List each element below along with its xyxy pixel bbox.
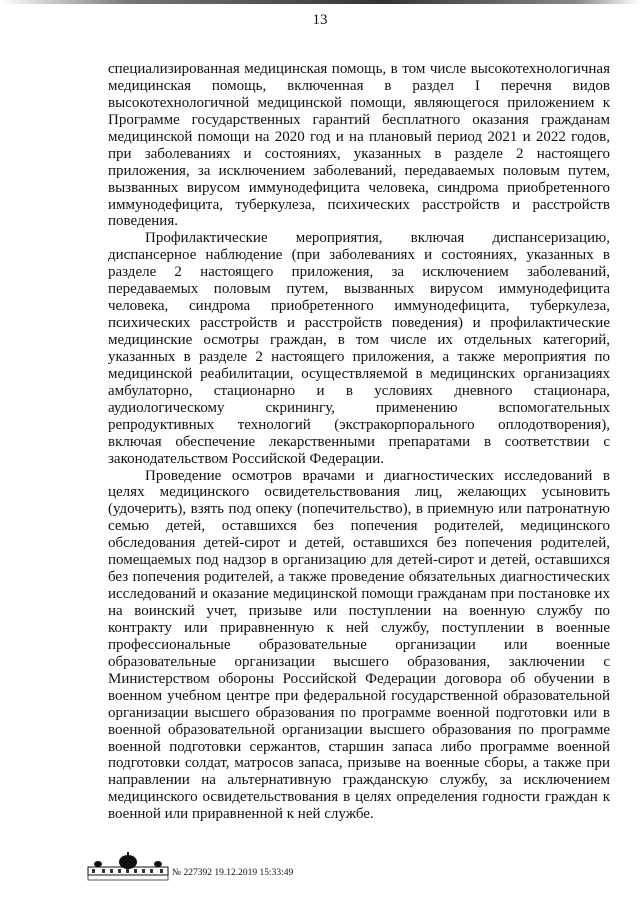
text-line: репродуктивных технологий (экстракорпорального оплодотворения), xyxy=(108,416,610,433)
text-line: Проведение осмотров врачами и диагностических исследований в xyxy=(145,467,610,484)
text-line: диспансерное наблюдение (при заболеваниях и состояниях, указанных в xyxy=(108,247,610,264)
text-line: (удочерить), взять под опеку (попечительство), в приемную или патронатную xyxy=(108,501,610,518)
text-line: Министерством обороны Российской Федерации договора об обучении в xyxy=(108,670,610,687)
text-line: высокотехнологичной медицинской помощи, являющегося приложением к xyxy=(108,94,610,111)
page-number: 13 xyxy=(312,12,328,28)
text-line: аудиологическому скринингу, применению вспомогательных xyxy=(108,399,610,416)
text-line: медицинская помощь, включенная в раздел I перечня видов xyxy=(108,77,610,94)
text-line: профессиональные образовательные организации или военные xyxy=(108,636,610,653)
text-line: организации высшего образования по программе военной подготовки или в xyxy=(108,704,610,721)
text-line: амбулаторно, стационарно и в условиях дневного стационара, xyxy=(108,382,610,399)
text-line: поведения. xyxy=(108,213,178,230)
text-line: разделе 2 настоящего приложения, за исключением заболеваний, xyxy=(108,264,610,281)
text-line: человека, синдрома приобретенного иммунодефицита, туберкулеза, xyxy=(108,298,610,315)
text-line: исследований и оказание медицинской помощи гражданам при постановке их xyxy=(108,586,610,603)
text-line: подготовки солдат, матросов запаса, призыве на военные сборы, а также при xyxy=(108,755,610,772)
text-line: целях медицинского освидетельствования лиц, желающих усыновить xyxy=(108,484,610,501)
text-line: военной образовательной организации высшего образования по программе xyxy=(108,721,610,738)
text-line: передаваемых половым путем, вызванных вирусом иммунодефицита xyxy=(108,281,610,298)
paragraph xyxy=(108,468,610,824)
text-line: военной или приравненной к ней службе. xyxy=(108,806,374,823)
text-line: контракту или приравненную к ней службу, поступлении в военные xyxy=(108,619,610,636)
text-line: медицинской помощи на 2020 год и на плановый период 2021 и 2022 годов, xyxy=(108,128,610,145)
text-line: Профилактические мероприятия, включая диспансеризацию, xyxy=(145,230,610,247)
footer xyxy=(86,852,606,892)
text-line: приложения, за исключением заболеваний, передаваемых половым путем, xyxy=(108,162,610,179)
text-line: помещаемых под надзор в организацию для детей-сирот и детей, оставшихся xyxy=(108,552,610,569)
text-line: семью детей, оставшихся без попечения родителей, медицинского xyxy=(108,518,610,535)
text-line: медицинской реабилитации, осуществляемой в медицинских организациях xyxy=(108,365,610,382)
text-line: обследования детей-сирот и детей, оставшихся без попечения родителей, xyxy=(108,535,610,552)
text-line: при заболеваниях и состояниях, указанных в разделе 2 настоящего xyxy=(108,145,610,162)
text-line: образовательные организации высшего образования, заключении с xyxy=(108,653,610,670)
text-line: медицинские осмотры граждан, в том числе их отдельных категорий, xyxy=(108,332,610,348)
text-line: медицинского освидетельствования в целях определения годности граждан к xyxy=(108,789,610,806)
text-line: специализированная медицинская помощь, в том числе высокотехнологичная xyxy=(108,61,610,77)
text-line: направлении на альтернативную гражданскую службу, за исключением xyxy=(108,772,610,789)
text-line: Программе государственных гарантий бесплатного оказания гражданам xyxy=(108,111,610,128)
text-line: психических расстройств и расстройств поведения) и профилактические xyxy=(108,315,610,332)
scan-edge xyxy=(0,0,640,4)
text-line: военной подготовки сержантов, старшин запаса либо программе военной xyxy=(108,738,610,755)
duma-building-logo-icon xyxy=(86,852,170,882)
paragraph xyxy=(108,61,610,230)
text-line: законодательством Российской Федерации. xyxy=(108,450,385,467)
paragraph xyxy=(108,230,610,467)
text-line: включая обеспечение лекарственными препаратами в соответствии с xyxy=(108,433,610,450)
registration-stamp: № 227392 19.12.2019 15:33:49 xyxy=(172,868,294,878)
text-line: без попечения родителей, а также проведение обязательных диагностических xyxy=(108,569,610,586)
text-line: вызванных вирусом иммунодефицита человека, синдрома приобретенного xyxy=(108,179,610,196)
text-line: военном учебном центре при федеральной государственной образовательной xyxy=(108,687,610,704)
document-body xyxy=(108,61,610,823)
text-line: иммунодефицита, туберкулеза, психических расстройств и расстройств xyxy=(108,196,610,213)
text-line: указанных в разделе 2 настоящего приложения, а также мероприятия по xyxy=(108,348,610,365)
text-line: на воинский учет, призыве или поступлении на военную службу по xyxy=(108,603,610,619)
